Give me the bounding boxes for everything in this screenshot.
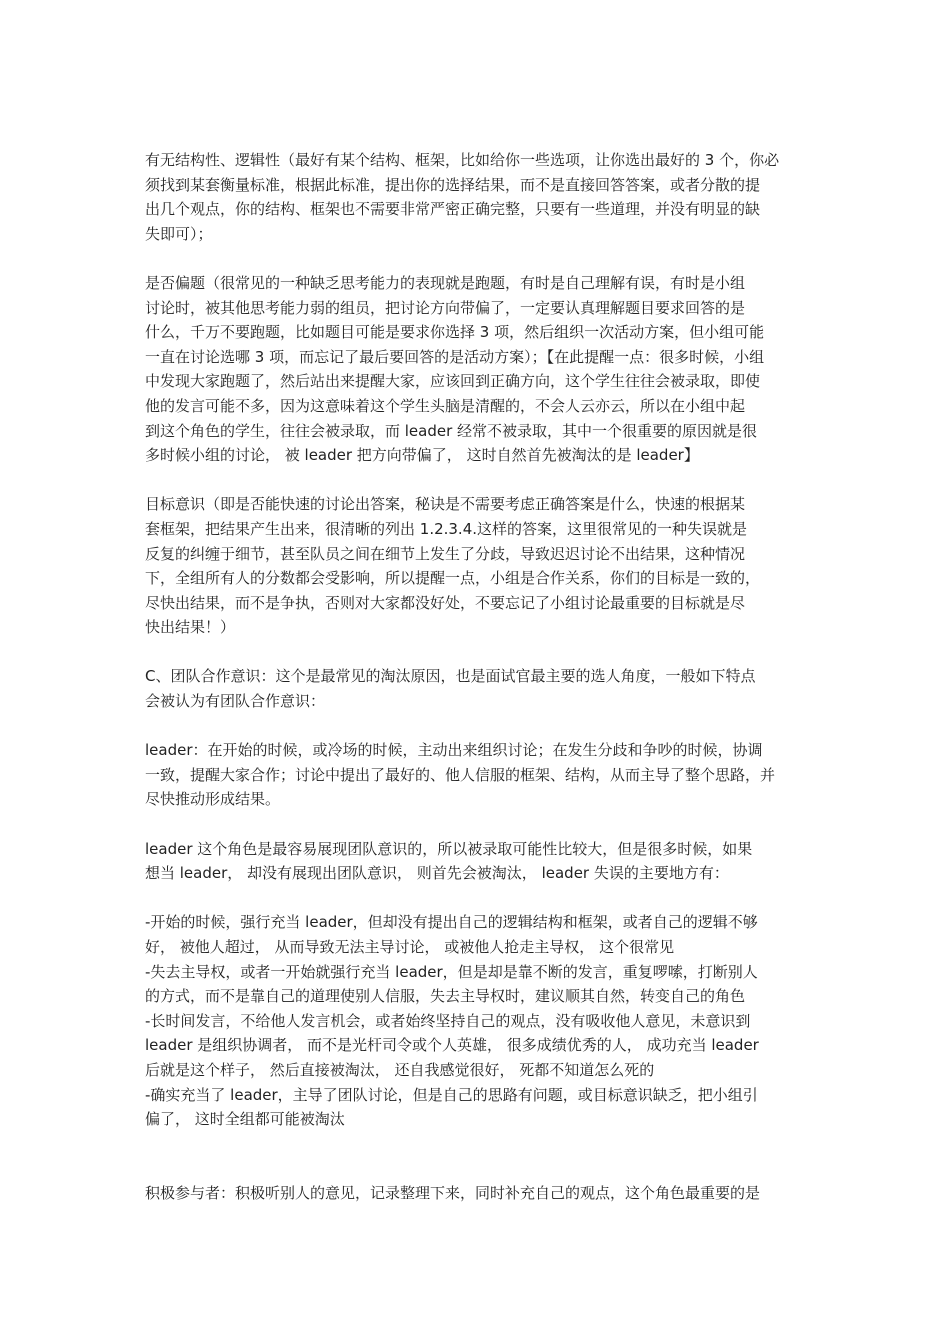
text-line: 出几个观点，你的结构、框架也不需要非常严密正确完整，只要有一些道理，并没有明显的缺 — [145, 200, 761, 219]
text-line: 尽快推动形成结果。 — [145, 790, 281, 809]
paragraph-structure — [145, 148, 809, 246]
text-line: -确实充当了 leader，主导了团队讨论，但是自己的思路有问题，或目标意识缺乏，把小组引 — [145, 1085, 758, 1104]
text-line: 他的发言可能不多，因为这意味着这个学生头脑是清醒的，不会人云亦云，所以在小组中起 — [145, 396, 746, 415]
paragraph-gap — [145, 246, 809, 271]
text-line: leader 是组织协调者， 而不是光杆司令或个人英雄， 很多成绩优秀的人， 成功充当 leader — [145, 1036, 759, 1055]
text-line: -失去主导权，或者一开始就强行充当 leader，但是却是靠不断的发言，重复啰嗦，打断别人 — [145, 962, 758, 981]
text-line: 积极参与者：积极听别人的意见，记录整理下来，同时补充自己的观点，这个角色最重要的是 — [145, 1183, 761, 1202]
paragraph-leader-mistakes — [145, 910, 809, 1131]
text-line: 到这个角色的学生，往往会被录取，而 leader 经常不被录取，其中一个很重要的原因就是很 — [145, 421, 758, 440]
text-line: 多时候小组的讨论， 被 leader 把方向带偏了， 这时自然首先被淘汰的是 leader】 — [145, 446, 699, 465]
text-line: 偏了， 这时全组都可能被淘汰 — [145, 1110, 345, 1129]
text-line: 想当 leader， 却没有展现出团队意识， 则首先会被淘汰， leader 失误的主要地方有： — [145, 864, 729, 883]
text-line: 快出结果！） — [145, 618, 236, 637]
text-line: 什么，千万不要跑题，比如题目可能是要求你选择 3 项，然后组织一次活动方案，但小组可能 — [145, 323, 765, 342]
text-line: 讨论时，被其他思考能力弱的组员，把讨论方向带偏了，一定要认真理解题目要求回答的是 — [145, 298, 746, 317]
text-line: 一直在讨论选哪 3 项，而忘记了最后要回答的是活动方案）；【在此提醒一点：很多时候，小组 — [145, 347, 765, 366]
text-line: 须找到某套衡量标准，根据此标准，提出你的选择结果，而不是直接回答答案，或者分散的提 — [145, 175, 761, 194]
text-line: -长时间发言，不给他人发言机会，或者始终坚持自己的观点，没有吸收他人意见，未意识到 — [145, 1011, 751, 1030]
paragraph-off-topic — [145, 271, 809, 468]
text-line: C、团队合作意识：这个是最常见的淘汰原因，也是面试官最主要的选人角度，一般如下特点 — [145, 667, 756, 686]
text-line: 有无结构性、逻辑性（最好有某个结构、框架，比如给你一些选项，让你选出最好的 3 个，你必 — [145, 151, 780, 169]
paragraph-gap — [145, 714, 809, 739]
text-line: 目标意识（即是否能快速的讨论出答案，秘诀是不需要考虑正确答案是什么，快速的根据某 — [145, 495, 746, 514]
text-line: 套框架，把结果产生出来，很清晰的列出 1.2.3.4.这样的答案，这里很常见的一种失误就是 — [145, 519, 748, 538]
text-line: 会被认为有团队合作意识： — [145, 692, 326, 711]
text-line: -开始的时候，强行充当 leader，但却没有提出自己的逻辑结构和框架，或者自己的逻辑不够 — [145, 913, 758, 932]
paragraph-participant — [145, 1181, 809, 1206]
paragraph-teamwork — [145, 664, 809, 713]
text-line: leader 这个角色是最容易展现团队意识的，所以被录取可能性比较大，但是很多时候，如果 — [145, 839, 753, 858]
text-line: 中发现大家跑题了，然后站出来提醒大家，应该回到正确方向，这个学生往往会被录取，即使 — [145, 372, 761, 391]
paragraph-gap — [145, 1132, 809, 1181]
text-line: 下，全组所有人的分数都会受影响，所以提醒一点，小组是合作关系，你们的目标是一致的， — [145, 569, 761, 588]
paragraph-leader-definition — [145, 738, 809, 812]
paragraph-goal — [145, 492, 809, 640]
text-line: 是否偏题（很常见的一种缺乏思考能力的表现就是跑题，有时是自己理解有误，有时是小组 — [145, 273, 746, 292]
text-line: 反复的纠缠于细节，甚至队员之间在细节上发生了分歧，导致迟迟讨论不出结果，这种情况 — [145, 544, 746, 563]
paragraph-gap — [145, 886, 809, 911]
text-line: leader：在开始的时候，或冷场的时候，主动出来组织讨论；在发生分歧和争吵的时候，协调 — [145, 741, 763, 760]
paragraph-leader-risk — [145, 837, 809, 886]
text-line: 的方式，而不是靠自己的道理使别人信服，失去主导权时，建议顺其自然，转变自己的角色 — [145, 987, 746, 1006]
text-line: 尽快出结果，而不是争执，否则对大家都没好处，不要忘记了小组讨论最重要的目标就是尽 — [145, 593, 746, 612]
paragraph-gap — [145, 812, 809, 837]
document-body — [145, 148, 809, 1205]
paragraph-gap — [145, 468, 809, 493]
text-line: 后就是这个样子， 然后直接被淘汰， 还自我感觉很好， 死都不知道怎么死的 — [145, 1060, 655, 1079]
text-line: 一致，提醒大家合作；讨论中提出了最好的、他人信服的框架、结构，从而主导了整个思路，并 — [145, 765, 776, 784]
paragraph-gap — [145, 640, 809, 665]
text-line: 好， 被他人超过， 从而导致无法主导讨论， 或被他人抢走主导权， 这个很常见 — [145, 938, 675, 956]
text-line: 失即可）； — [145, 224, 213, 243]
